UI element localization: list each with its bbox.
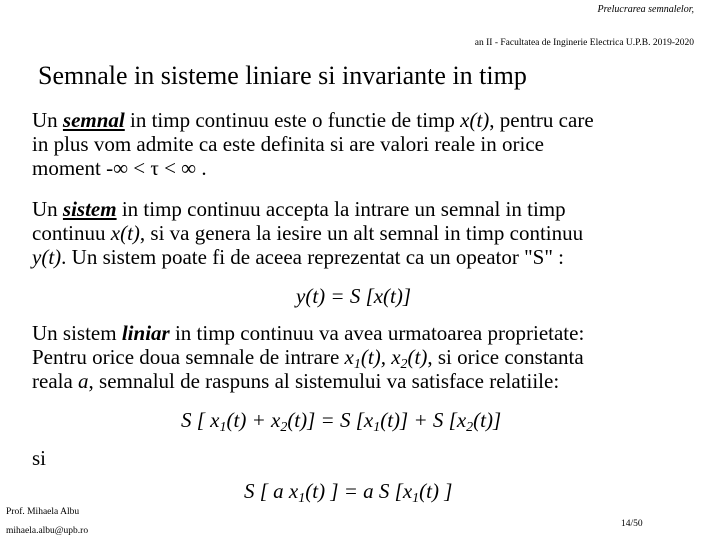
text: in timp continuu accepta la intrare un semnal in timp [116, 197, 566, 221]
text: (t) + x [226, 408, 281, 432]
paragraph-line [32, 221, 583, 245]
text: . Un sistem poate fi de aceea reprezentat ca un opeator "S" : [61, 245, 564, 269]
text: (t) ] [419, 479, 453, 503]
slide-title: Semnale in sisteme liniare si invariante in timp [38, 61, 527, 90]
text: reala [32, 369, 79, 393]
paragraph-line [32, 245, 583, 269]
connector-si: si [32, 446, 47, 470]
subscript: 2 [466, 420, 474, 435]
paragraph-line: in plus vom admite ca este definita si are valori reale in orice [32, 132, 544, 156]
paragraph-semnal [32, 108, 594, 180]
signal-y: y(t) [32, 245, 62, 269]
subscript: 2 [280, 420, 288, 435]
term-sistem: sistem [62, 197, 117, 221]
text: in timp continuu va avea urmatoarea proprietate: [169, 321, 585, 345]
subscript: 1 [353, 357, 361, 372]
text: (t)] [473, 408, 502, 432]
subscript: 1 [412, 491, 420, 506]
text: in timp continuu este o functie de timp [124, 108, 461, 132]
text: (t)] + S [x [380, 408, 467, 432]
text: (t) ] = a S [x [305, 479, 413, 503]
paragraph-liniar [32, 321, 584, 393]
text: S [ a x [244, 479, 299, 503]
text: S [ x [181, 408, 220, 432]
subscript: 1 [373, 420, 381, 435]
text: , pentru care [489, 108, 594, 132]
footer-email: mihaela.albu@upb.ro [6, 526, 89, 536]
paragraph-line: moment -∞ < τ < ∞ . [32, 156, 207, 180]
paragraph-line [32, 108, 594, 132]
text: , si va genera la iesire un alt semnal in timp continuu [139, 221, 584, 245]
text: (t)] = S [x [287, 408, 374, 432]
page-number: 14/50 [621, 519, 643, 529]
equation-text: y(t) = S [x(t)] [296, 284, 412, 308]
footer-author: Prof. Mihaela Albu [6, 507, 80, 517]
header-course: Prelucrarea semnalelor, [597, 4, 694, 15]
paragraph-line [32, 345, 584, 372]
text: , semnalul de raspuns al sistemului va satisface relatiile: [88, 369, 560, 393]
signal-x: x(t) [460, 108, 490, 132]
subscript: 2 [400, 357, 408, 372]
equation-homogeneity [244, 479, 452, 504]
text: Pentru orice doua semnale de intrare [32, 345, 345, 369]
term-liniar: liniar [121, 321, 170, 345]
header-faculty: an II - Facultatea de Inginerie Electrica U.P.B. 2019-2020 [474, 38, 694, 48]
subscript: 1 [298, 491, 306, 506]
constant-a: a [78, 369, 89, 393]
text: Un [32, 108, 63, 132]
text: (t) [407, 345, 428, 369]
signal-x: x(t) [110, 221, 140, 245]
paragraph-line [32, 369, 584, 393]
text: Un sistem [32, 321, 122, 345]
equation-additivity [181, 408, 501, 433]
term-semnal: semnal [62, 108, 125, 132]
paragraph-line [32, 321, 584, 345]
text: Un [32, 197, 63, 221]
paragraph-line [32, 197, 583, 221]
subscript: 1 [219, 420, 227, 435]
equation-system [296, 284, 411, 309]
text: x [344, 345, 354, 369]
signals-x1-x2 [344, 345, 428, 372]
text: , si orice constanta [427, 345, 584, 369]
text: continuu [32, 221, 111, 245]
paragraph-sistem [32, 197, 583, 269]
text: (t), x [360, 345, 401, 369]
